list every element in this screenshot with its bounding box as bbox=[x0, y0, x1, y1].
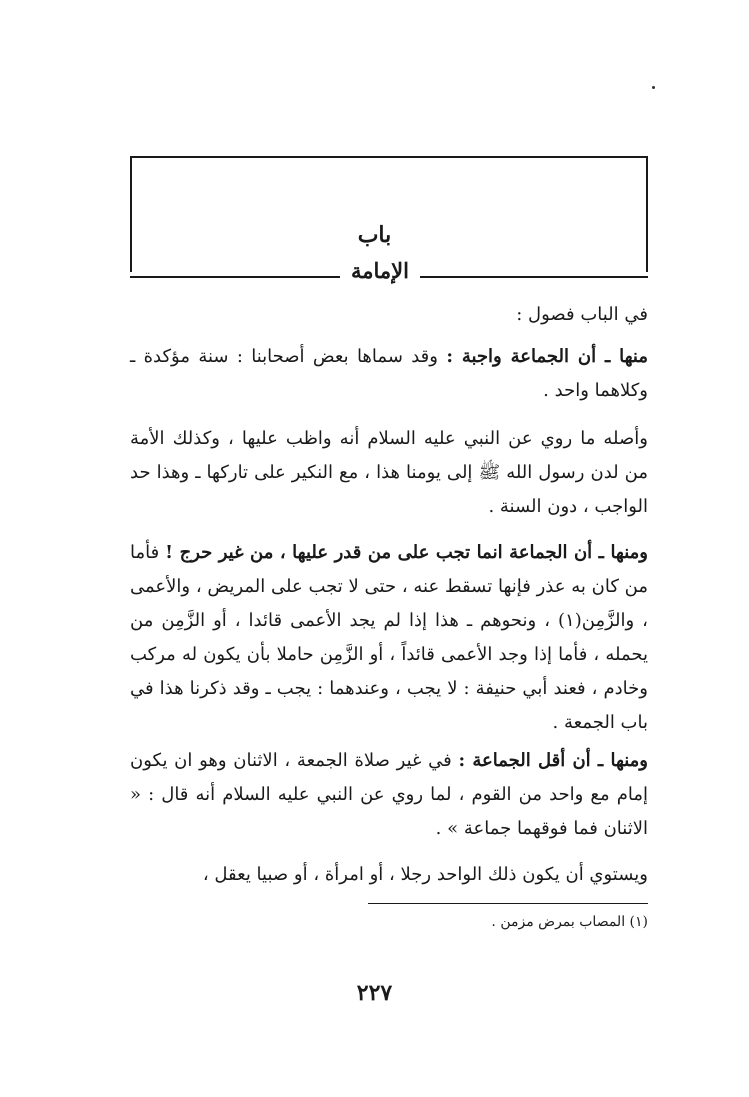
intro-paragraph: في الباب فصول : bbox=[516, 304, 648, 325]
title-rule-right bbox=[420, 276, 648, 278]
paragraph-4 bbox=[130, 744, 648, 846]
chapter-frame bbox=[130, 156, 648, 272]
paragraph-2: وأصله ما روي عن النبي عليه السلام أنه واظب عليها ، وكذلك الأمة من لدن رسول الله ﷺ إلى يومنا هذا ، مع النكير على تاركها ـ وهذا حد الواجب ، دون السنة . bbox=[130, 428, 648, 517]
title-rule-left bbox=[130, 276, 340, 278]
chapter-label: باب bbox=[357, 222, 392, 248]
speck bbox=[652, 86, 655, 89]
footnote-separator bbox=[368, 903, 648, 904]
page-number: ٢٢٧ bbox=[356, 980, 393, 1006]
chapter-title-row bbox=[130, 258, 648, 284]
paragraph-1 bbox=[130, 340, 648, 408]
paragraph-3-text: فأما من كان به عذر فإنها تسقط عنه ، حتى لا تجب على المريض ، والأعمى ، والزَّمِن(١) ، ونحوهم ـ هذا إذا لم يجد الأعمى قائدا ، أو الزَّمِن من يحمله ، فأما إذا وجد الأعمى قائداً ، أو الزَّمِن حاملا بأن يكون له مركب وخادم ، فعند أبي حنيفة : لا يجب ، وعندهما : يجب ـ وقد ذكرنا هذا في باب الجمعة . bbox=[130, 542, 648, 733]
footnote: (١) المصاب بمرض مزمن . bbox=[491, 914, 648, 930]
paragraph-4-lead: ومنها ـ أن أقل الجماعة : bbox=[458, 750, 648, 771]
paragraph-1-text: وقد سماها بعض أصحابنا : سنة مؤكدة ـ وكلاهما واحد . bbox=[130, 346, 648, 401]
paragraph-4-text: في غير صلاة الجمعة ، الاثنان وهو ان يكون إمام مع واحد من القوم ، لما روي عن النبي عليه السلام أنه قال : « الاثنان فما فوقهما جماعة » . bbox=[130, 750, 648, 839]
paragraph-3-lead: ومنها ـ أن الجماعة انما تجب على من قدر عليها ، من غير حرج ! bbox=[165, 542, 648, 563]
paragraph-1-lead: منها ـ أن الجماعة واجبة : bbox=[446, 346, 648, 367]
paragraph-5: ويستوي أن يكون ذلك الواحد رجلا ، أو امرأة ، أو صبيا يعقل ، bbox=[202, 864, 648, 885]
paragraph-3 bbox=[130, 536, 648, 740]
chapter-title: الإمامة bbox=[351, 258, 409, 283]
